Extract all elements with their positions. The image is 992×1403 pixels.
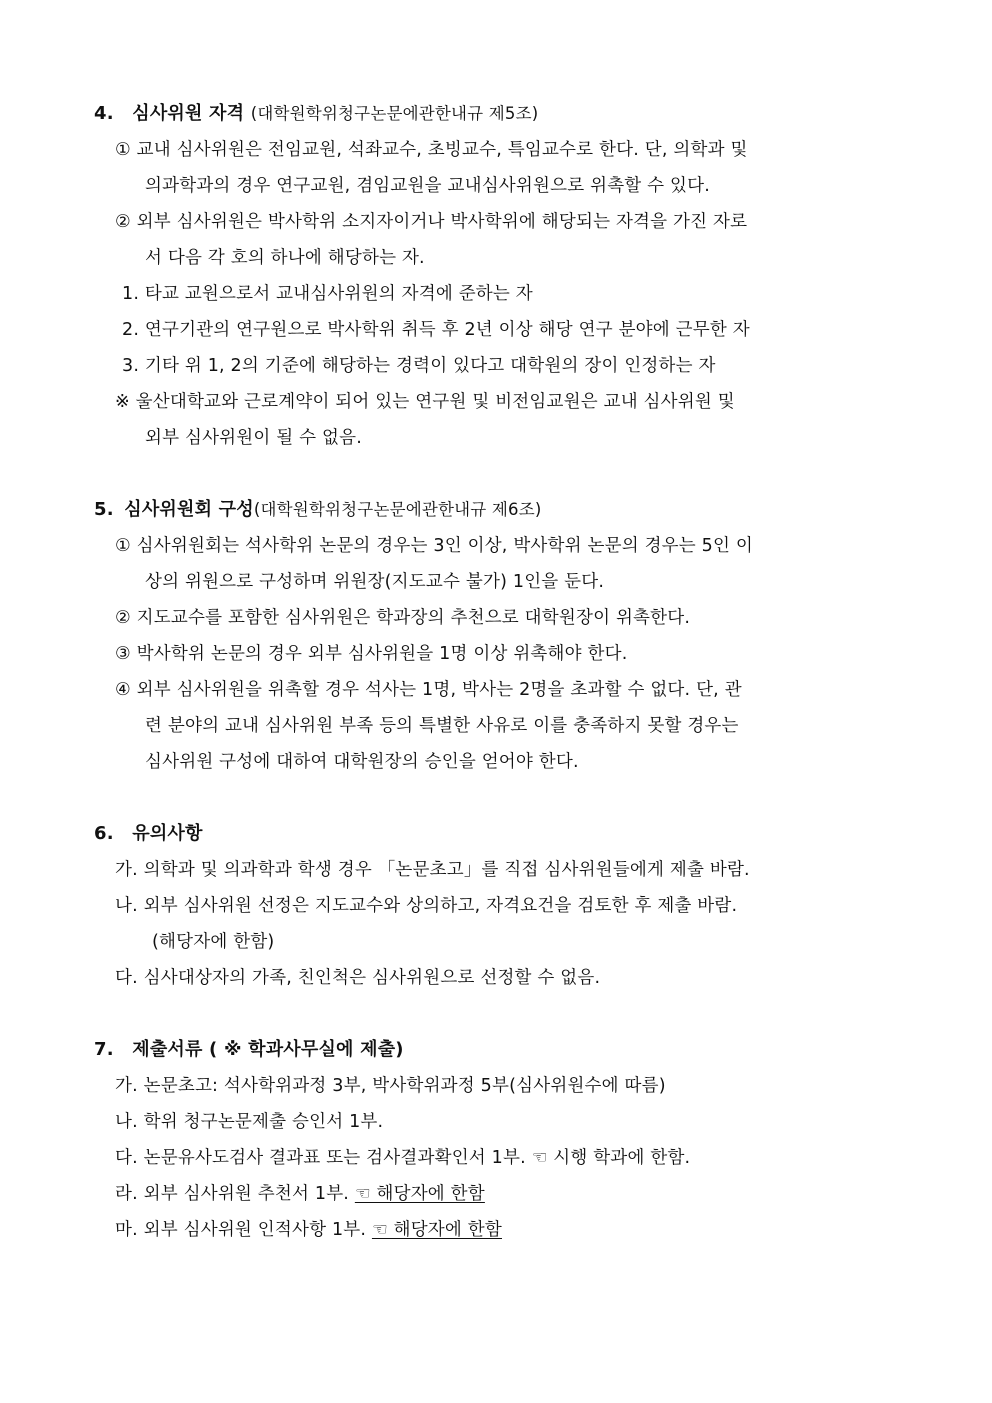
section-6-heading (94, 822, 203, 846)
section-4-title: 심사위원 자격 (132, 103, 245, 124)
section-7-title: 제출서류 ( ※ 학과사무실에 제출) (132, 1039, 404, 1060)
s5-paragraph-3: ③ 박사학위 논문의 경우 외부 심사위원을 1명 이상 위촉해야 한다. (115, 644, 628, 664)
section-5-title: 심사위원회 구성 (124, 499, 254, 520)
s6-item-da: 다. 심사대상자의 가족, 친인척은 심사위원으로 선정할 수 없음. (115, 968, 601, 988)
section-5-reference: (대학원학위청구논문에관한내규 제6조) (253, 500, 542, 519)
s7-item-ra-note: ☜ 해당자에 한함 (354, 1184, 485, 1204)
section-4-heading (94, 102, 538, 126)
section-7-heading (94, 1038, 404, 1062)
s4-item-3: 3. 기타 위 1, 2의 기준에 해당하는 경력이 있다고 대학원의 장이 인정하는 자 (122, 356, 716, 376)
s4-item-1: 1. 타교 교원으로서 교내심사위원의 자격에 준하는 자 (122, 284, 533, 304)
s4-paragraph-1-line-2: 의과학과의 경우 연구교원, 겸임교원을 교내심사위원으로 위촉할 수 있다. (145, 176, 711, 196)
s7-item-na: 나. 학위 청구논문제출 승인서 1부. (115, 1112, 384, 1132)
s5-paragraph-4-line-2: 련 분야의 교내 심사위원 부족 등의 특별한 사유로 이를 충족하지 못할 경우는 (145, 716, 739, 736)
s7-item-ma-text: 마. 외부 심사위원 인적사항 1부. (115, 1220, 367, 1240)
s4-paragraph-1-line-1: ① 교내 심사위원은 전임교원, 석좌교수, 초빙교수, 특임교수로 한다. 단, 의학과 및 (115, 140, 748, 160)
s5-paragraph-2: ② 지도교수를 포함한 심사위원은 학과장의 추천으로 대학원장이 위촉한다. (115, 608, 691, 628)
s4-note-line-2: 외부 심사위원이 될 수 없음. (145, 428, 362, 448)
s4-note-line-1: ※ 울산대학교와 근로계약이 되어 있는 연구원 및 비전임교원은 교내 심사위원 및 (115, 392, 735, 412)
section-5-number: 5. (94, 499, 114, 520)
s5-paragraph-4-line-3: 심사위원 구성에 대하여 대학원장의 승인을 얻어야 한다. (145, 752, 579, 772)
section-7-number: 7. (94, 1039, 114, 1060)
section-6-title: 유의사항 (132, 823, 203, 844)
s7-item-ra-text: 라. 외부 심사위원 추천서 1부. (115, 1184, 350, 1204)
s7-item-da: 다. 논문유사도검사 결과표 또는 검사결과확인서 1부. ☜ 시행 학과에 한함. (115, 1148, 691, 1168)
s7-item-ma (115, 1218, 502, 1242)
s4-paragraph-2-line-2: 서 다음 각 호의 하나에 해당하는 자. (145, 248, 425, 268)
section-5-heading (94, 498, 541, 522)
s5-paragraph-4-line-1: ④ 외부 심사위원을 위촉할 경우 석사는 1명, 박사는 2명을 초과할 수 없다. 단, 관 (115, 680, 742, 700)
section-4-number: 4. (94, 103, 114, 124)
s7-item-ma-note: ☜ 해당자에 한함 (371, 1220, 502, 1240)
s5-paragraph-1-line-1: ① 심사위원회는 석사학위 논문의 경우는 3인 이상, 박사학위 논문의 경우는 5인 이 (115, 536, 753, 556)
s4-paragraph-2-line-1: ② 외부 심사위원은 박사학위 소지자이거나 박사학위에 해당되는 자격을 가진 자로 (115, 212, 748, 232)
section-4-reference: (대학원학위청구논문에관한내규 제5조) (250, 104, 539, 123)
s5-paragraph-1-line-2: 상의 위원으로 구성하며 위원장(지도교수 불가) 1인을 둔다. (145, 572, 605, 592)
s4-item-2: 2. 연구기관의 연구원으로 박사학위 취득 후 2년 이상 해당 연구 분야에 근무한 자 (122, 320, 750, 340)
s6-item-na-line-1: 나. 외부 심사위원 선정은 지도교수와 상의하고, 자격요건을 검토한 후 제출 바람. (115, 896, 738, 916)
s7-item-ga: 가. 논문초고: 석사학위과정 3부, 박사학위과정 5부(심사위원수에 따름) (115, 1076, 666, 1096)
s6-item-ga: 가. 의학과 및 의과학과 학생 경우 「논문초고」를 직접 심사위원들에게 제출 바람. (115, 860, 750, 880)
section-6-number: 6. (94, 823, 114, 844)
s6-item-na-line-2: (해당자에 한함) (152, 932, 275, 952)
s7-item-ra (115, 1182, 485, 1206)
